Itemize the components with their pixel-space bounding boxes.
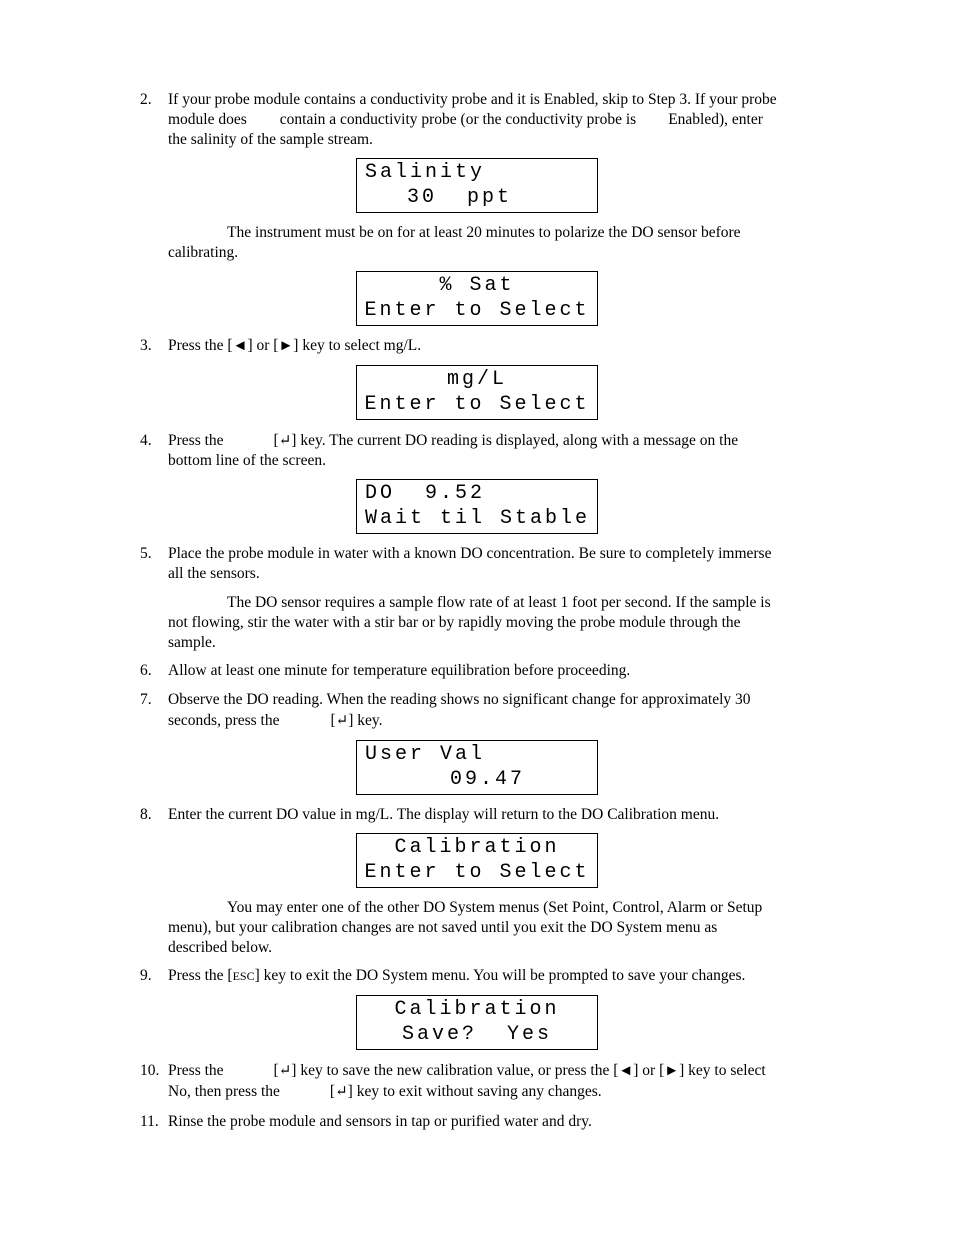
step-number: 10.	[140, 1062, 160, 1079]
step-10-fragment: ] key to save the new calibration value, or press the [	[291, 1062, 619, 1079]
lcd-line-2: Enter to Select	[364, 861, 590, 884]
step-number: 8.	[140, 806, 152, 823]
note-text-line: The instrument must be on for at least 20 minutes to polarize the DO sensor before	[227, 224, 741, 241]
step-9-fragment: ] key to exit the DO System menu. You will be prompted to save your changes.	[254, 967, 746, 984]
step-7-fragment: seconds, press the	[168, 712, 280, 729]
note-text-line: You may enter one of the other DO System menus (Set Point, Control, Alarm or Setup	[227, 899, 763, 916]
step-number: 9.	[140, 967, 152, 984]
lcd-screen-mg-per-l	[356, 365, 598, 420]
step-6-text-line-1: Allow at least one minute for temperature equilibration before proceeding.	[168, 662, 631, 679]
left-arrow-key-icon: ◄	[618, 1063, 634, 1079]
lcd-screen-save-prompt	[356, 995, 598, 1050]
step-2-fragment: contain a conductivity probe (or the conductivity probe is	[279, 111, 637, 128]
lcd-line-2: 30 ppt	[407, 186, 513, 209]
note-text-line: not flowing, stir the water with a stir bar or by rapidly moving the probe module through the	[168, 614, 741, 631]
step-2-text-line-3: the salinity of the sample stream.	[168, 131, 373, 148]
lcd-line-1: DO 9.52	[365, 482, 486, 505]
lcd-screen-user-value	[356, 740, 598, 795]
step-8-text-line-1: Enter the current DO value in mg/L. The display will return to the DO Calibration menu.	[168, 806, 720, 823]
right-arrow-key-icon: ►	[278, 338, 294, 354]
step-number: 2.	[140, 91, 152, 108]
step-10-fragment: ] or [	[633, 1062, 665, 1079]
note-text-line: menu), but your calibration changes are not saved until you exit the DO System menu as	[168, 919, 718, 936]
enter-key-icon: ↵	[278, 433, 292, 449]
enter-key-icon: ↵	[278, 1063, 292, 1079]
step-3-text-line-1	[168, 336, 421, 356]
lcd-line-1: % Sat	[439, 274, 515, 297]
step-3-fragment: ] or [	[247, 337, 279, 354]
step-4-text-line-2: bottom line of the screen.	[168, 452, 326, 469]
lcd-line-1: Calibration	[394, 836, 560, 859]
step-7-fragment: ] key.	[348, 712, 383, 729]
lcd-screen-do-reading	[356, 479, 598, 534]
right-arrow-key-icon: ►	[664, 1063, 680, 1079]
step-5-text-line-2: all the sensors.	[168, 565, 260, 582]
step-2-fragment: Enabled), enter	[668, 111, 763, 128]
step-10-fragment: Press the	[168, 1062, 224, 1079]
lcd-line-2: 09.47	[450, 768, 526, 791]
lcd-screen-salinity	[356, 158, 598, 213]
lcd-line-1: mg/L	[446, 368, 507, 391]
step-4-fragment: Press the	[168, 432, 224, 449]
lcd-line-1: User Val	[365, 743, 486, 766]
step-3-fragment: Press the [	[168, 337, 233, 354]
step-10-fragment: ] key to exit without saving any changes.	[347, 1083, 602, 1100]
step-10-fragment: ] key to select	[679, 1062, 766, 1079]
step-number: 11.	[140, 1113, 159, 1130]
step-11-text-line-1: Rinse the probe module and sensors in tap or purified water and dry.	[168, 1113, 592, 1130]
step-4-text-line-1: Press the [↵] key. The current DO reading is displayed, along with a message on the	[168, 432, 739, 449]
lcd-line-2: Enter to Select	[364, 299, 590, 322]
step-number: 3.	[140, 337, 152, 354]
step-9-text-line-1	[168, 966, 745, 986]
step-2-fragment: module does	[168, 111, 247, 128]
step-10-text-line-1: Press the [↵] key to save the new calibration value, or press the [◄] or [►] key to select	[168, 1062, 766, 1079]
step-number: 4.	[140, 432, 152, 449]
step-10-text-line-2: No, then press the [↵] key to exit without saving any changes.	[168, 1083, 602, 1100]
step-4-fragment: ] key. The current DO reading is displayed, along with a message on the	[291, 432, 739, 449]
lcd-line-2: Save? Yes	[401, 1023, 553, 1046]
left-arrow-key-icon: ◄	[232, 338, 248, 354]
note-text-line: sample.	[168, 634, 216, 651]
enter-key-icon: ↵	[335, 1084, 348, 1100]
esc-key-label: ESC	[232, 969, 255, 983]
step-10-fragment: No, then press the	[168, 1083, 280, 1100]
lcd-line-1: Salinity	[365, 161, 486, 184]
step-number: 7.	[140, 691, 152, 708]
step-9-fragment: Press the [	[168, 967, 233, 984]
note-text-line: calibrating.	[168, 244, 239, 261]
step-number: 6.	[140, 662, 152, 679]
lcd-screen-percent-sat	[356, 271, 598, 326]
step-number: 5.	[140, 545, 152, 562]
step-7-text-line-2: seconds, press the [↵] key.	[168, 712, 383, 729]
step-5-text-line-1: Place the probe module in water with a known DO concentration. Be sure to completely immerse	[168, 545, 772, 562]
step-3-fragment: ] key to select mg/L.	[293, 337, 422, 354]
step-2-text-line-1: If your probe module contains a conductivity probe and it is Enabled, skip to Step 3. If your probe	[168, 91, 777, 108]
note-text-line: The DO sensor requires a sample flow rate of at least 1 foot per second. If the sample is	[227, 594, 771, 611]
enter-key-icon: ↵	[335, 713, 349, 729]
step-7-text-line-1: Observe the DO reading. When the reading shows no significant change for approximately 30	[168, 691, 751, 708]
lcd-line-1: Calibration	[394, 998, 560, 1021]
lcd-line-2: Wait til Stable	[365, 507, 591, 530]
lcd-line-2: Enter to Select	[364, 393, 590, 416]
step-2-text-line-2	[168, 110, 763, 130]
note-text-line: described below.	[168, 939, 273, 956]
lcd-screen-calibration-menu	[356, 833, 598, 888]
